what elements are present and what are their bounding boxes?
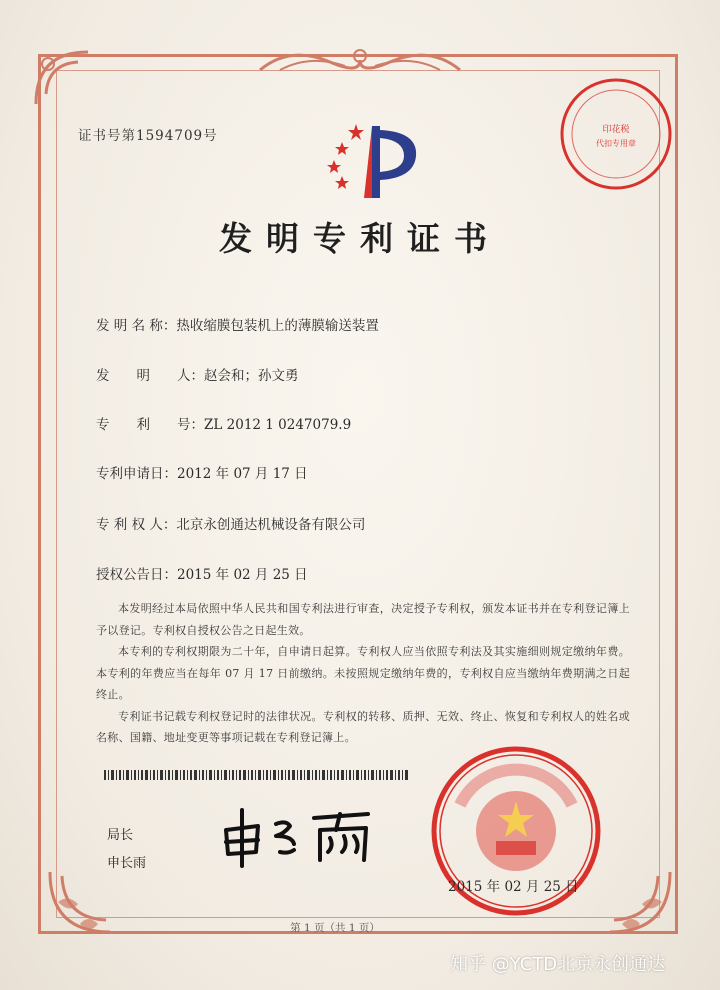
field-invention-name bbox=[96, 314, 379, 334]
invention-name-value: 热收缩膜包装机上的薄膜输送装置 bbox=[176, 318, 379, 334]
body-paragraph: 本发明经过本局依照中华人民共和国专利法进行审查，决定授予专利权，颁发本证书并在专利登记簿上予以登记。专利权自授权公告之日起生效。 bbox=[96, 602, 630, 637]
svg-text:代扣专用章: 代扣专用章 bbox=[596, 139, 636, 148]
field-inventor bbox=[96, 364, 299, 384]
patent-number-label: 专 利 号： bbox=[96, 417, 204, 433]
barcode bbox=[104, 770, 408, 780]
patentee-value: 北京永创通达机械设备有限公司 bbox=[176, 517, 366, 533]
body-paragraph: 本专利的专利权期限为二十年，自申请日起算。专利权人应当依照专利法及其实施细则规定缴纳年费。本专利的年费应当在每年 07 月 17 日前缴纳。未按照规定缴纳年费的，专利权自应当缴纳年费期满之日起终止。 bbox=[96, 645, 630, 701]
agency-seal-icon bbox=[558, 76, 674, 192]
field-application-date bbox=[96, 462, 308, 482]
zhihu-watermark: 知乎 @YCTD北京永创通达 bbox=[450, 954, 666, 975]
director-signature bbox=[218, 800, 378, 870]
top-ornament bbox=[250, 40, 470, 80]
inventor-label: 发 明 人： bbox=[96, 368, 204, 384]
director-title: 局长 bbox=[107, 828, 134, 843]
application-date-label: 专利申请日： bbox=[96, 466, 177, 482]
invention-name-label: 发 明 名 称： bbox=[96, 318, 177, 334]
field-patent-number bbox=[96, 413, 351, 433]
certificate-body bbox=[96, 598, 630, 749]
svg-text:印花税: 印花税 bbox=[602, 125, 630, 135]
issue-date: 2015 年 02 月 25 日 bbox=[448, 879, 579, 895]
corner-ornament-top-left bbox=[28, 44, 98, 114]
document-title: 发明专利证书 bbox=[219, 219, 501, 258]
application-date-value: 2012 年 07 月 17 日 bbox=[177, 466, 308, 482]
page-number: 第 1 页（共 1 页） bbox=[290, 922, 380, 934]
patent-office-logo-icon bbox=[318, 120, 426, 202]
inventor-value: 赵会和；孙文勇 bbox=[204, 368, 299, 384]
patent-number-value: ZL 2012 1 0247079.9 bbox=[204, 417, 352, 433]
body-paragraph: 专利证书记载专利权登记时的法律状况。专利权的转移、质押、无效、终止、恢复和专利权人的姓名或名称、国籍、地址变更等事项记载在专利登记簿上。 bbox=[96, 709, 630, 744]
field-patentee bbox=[96, 513, 365, 533]
patentee-label: 专 利 权 人： bbox=[96, 517, 177, 533]
grant-date-value: 2015 年 02 月 25 日 bbox=[177, 567, 308, 583]
grant-date-label: 授权公告日： bbox=[96, 567, 177, 583]
certificate-number: 证书号第1594709号 bbox=[78, 128, 218, 144]
field-grant-date bbox=[96, 563, 308, 583]
director-name: 申长雨 bbox=[107, 856, 147, 871]
